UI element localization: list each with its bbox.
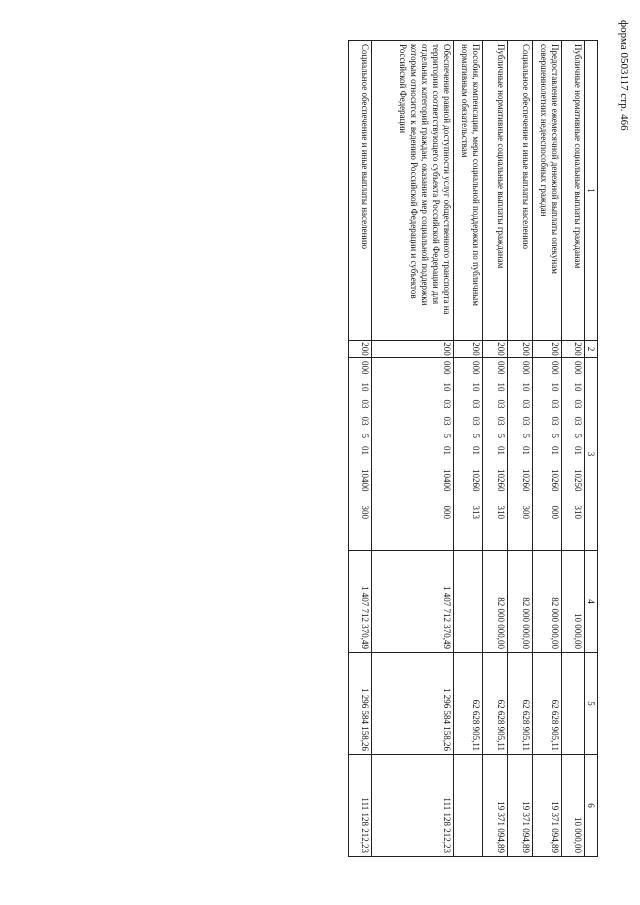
row-executed-amount: 1 296 584 158,26 [372, 653, 454, 755]
code-part: 000 [521, 361, 531, 375]
code-part: 5 [442, 433, 452, 438]
form-label: форма 0503117 стр. 466 [618, 20, 630, 131]
code-part: 300 [521, 505, 531, 519]
row-name: Социальное обеспечение и иные выплаты населению [508, 41, 533, 341]
row-name: Публичные нормативные социальные выплаты гражданам [562, 41, 585, 341]
code-part: 10 [573, 382, 583, 392]
code-part: 000 [496, 361, 506, 375]
row-unexecuted-amount: 10 000,00 [562, 755, 585, 857]
code-part: 01 [442, 446, 452, 455]
row-budget-code [508, 358, 533, 551]
code-part: 000 [471, 361, 481, 375]
row-approved-amount: 10 000,00 [562, 551, 585, 653]
code-part: 310 [573, 505, 583, 519]
code-part: 10260 [471, 469, 481, 492]
row-line-code: 200 [349, 341, 372, 358]
code-part: 5 [360, 433, 370, 438]
code-part: 300 [360, 505, 370, 519]
row-name: Публичные нормативные социальные выплаты гражданам [483, 41, 508, 341]
report-table [348, 40, 598, 857]
code-part: 000 [360, 361, 370, 375]
row-approved-amount: 82 000 000,00 [508, 551, 533, 653]
row-unexecuted-amount: 19 371 094,89 [508, 755, 533, 857]
code-part: 03 [573, 416, 583, 426]
code-part: 5 [573, 433, 583, 438]
code-part: 5 [471, 433, 481, 438]
row-name: Предоставление ежемесячной денежной выплаты опекунам совершеннолетних недееспособных граждан [533, 41, 562, 341]
column-header-2: 2 [585, 341, 598, 358]
code-part: 01 [573, 446, 583, 455]
code-part: 01 [360, 446, 370, 455]
code-part: 03 [496, 399, 506, 409]
row-approved-amount: 82 000 000,00 [533, 551, 562, 653]
code-part: 310 [496, 505, 506, 519]
row-budget-code [372, 358, 454, 551]
row-executed-amount [562, 653, 585, 755]
column-header-6: 6 [585, 755, 598, 857]
row-approved-amount: 1 407 712 370,49 [372, 551, 454, 653]
column-header-1: 1 [585, 41, 598, 341]
code-part: 5 [521, 433, 531, 438]
row-name: Социальное обеспечение и иные выплаты населению [349, 41, 372, 341]
table-row [533, 41, 562, 857]
code-part: 000 [442, 505, 452, 519]
code-part: 10 [471, 382, 481, 392]
row-budget-code [454, 358, 483, 551]
code-part: 000 [442, 361, 452, 375]
code-part: 03 [550, 399, 560, 409]
row-unexecuted-amount: 111 128 212,23 [349, 755, 372, 857]
row-budget-code [483, 358, 508, 551]
row-unexecuted-amount: 19 371 094,89 [483, 755, 508, 857]
code-part: 10260 [521, 469, 531, 492]
column-header-5: 5 [585, 653, 598, 755]
row-unexecuted-amount [454, 755, 483, 857]
row-budget-code [533, 358, 562, 551]
table-row [454, 41, 483, 857]
table-row [562, 41, 585, 857]
column-header-4: 4 [585, 551, 598, 653]
code-part: 10260 [496, 469, 506, 492]
code-part: 10 [521, 382, 531, 392]
code-part: 5 [550, 433, 560, 438]
code-part: 03 [550, 416, 560, 426]
table-row [508, 41, 533, 857]
code-part: 10260 [550, 469, 560, 492]
code-part: 10400 [360, 469, 370, 492]
code-part: 10 [550, 382, 560, 392]
table-row [483, 41, 508, 857]
table-row [349, 41, 372, 857]
code-part: 000 [550, 361, 560, 375]
row-name: Пособия, компенсации, меры социальной поддержки по публичным нормативным обязательствам [454, 41, 483, 341]
code-part: 10250 [573, 469, 583, 492]
code-part: 01 [471, 446, 481, 455]
row-line-code: 200 [372, 341, 454, 358]
code-part: 10 [496, 382, 506, 392]
code-part: 03 [360, 399, 370, 409]
code-part: 01 [550, 446, 560, 455]
code-part: 03 [442, 399, 452, 409]
row-executed-amount: 62 628 905,11 [483, 653, 508, 755]
row-line-code: 200 [562, 341, 585, 358]
column-header-row [585, 41, 598, 857]
row-line-code: 200 [508, 341, 533, 358]
code-part: 03 [471, 399, 481, 409]
code-part: 03 [573, 399, 583, 409]
code-part: 03 [442, 416, 452, 426]
code-part: 10 [442, 382, 452, 392]
row-executed-amount: 62 628 905,11 [533, 653, 562, 755]
code-part: 03 [496, 416, 506, 426]
code-part: 03 [360, 416, 370, 426]
row-executed-amount: 62 628 905,11 [454, 653, 483, 755]
row-budget-code [562, 358, 585, 551]
row-approved-amount [454, 551, 483, 653]
row-approved-amount: 82 000 000,00 [483, 551, 508, 653]
row-line-code: 200 [533, 341, 562, 358]
row-line-code: 200 [483, 341, 508, 358]
code-part: 000 [573, 361, 583, 375]
code-part: 03 [471, 416, 481, 426]
row-unexecuted-amount: 19 371 094,89 [533, 755, 562, 857]
row-approved-amount: 1 407 712 370,49 [349, 551, 372, 653]
code-part: 000 [550, 505, 560, 519]
code-part: 01 [496, 446, 506, 455]
row-executed-amount: 62 628 905,11 [508, 653, 533, 755]
row-line-code: 200 [454, 341, 483, 358]
code-part: 01 [521, 446, 531, 455]
column-header-3: 3 [585, 358, 598, 551]
code-part: 313 [471, 505, 481, 519]
row-budget-code [349, 358, 372, 551]
table-row [372, 41, 454, 857]
row-executed-amount: 1 296 584 158,26 [349, 653, 372, 755]
code-part: 10 [360, 382, 370, 392]
row-name: Обеспечение равной доступности услуг общественного транспорта на территории соответствующего субъекта Российской Федерации для отдельных категорий граждан, оказание мер социальной поддержки которым относится к ведению Российской Федерации и субъектов Российской Федерации [372, 41, 454, 341]
row-unexecuted-amount: 111 128 212,23 [372, 755, 454, 857]
code-part: 03 [521, 416, 531, 426]
code-part: 5 [496, 433, 506, 438]
code-part: 10400 [442, 469, 452, 492]
code-part: 03 [521, 399, 531, 409]
